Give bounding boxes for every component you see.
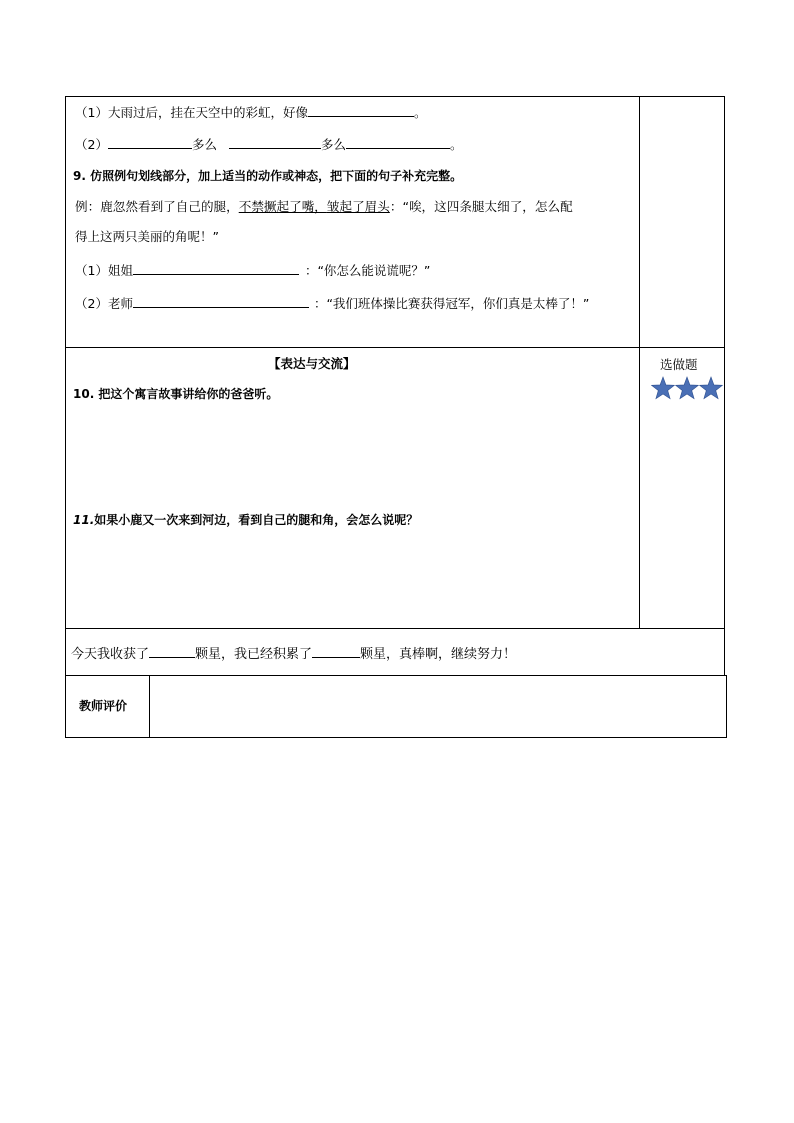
teacher-evaluation-label: 教师评价 — [79, 699, 128, 713]
example-underlined-1: 不禁撅起了嘴， — [238, 199, 327, 214]
q8-item-2-end: 。 — [449, 137, 463, 152]
q9-item-2-label: （2）老师 — [75, 296, 133, 311]
summary-part-2: 颗星，我已经积累了 — [195, 647, 313, 662]
summary-part-1: 今天我收获了 — [71, 647, 150, 662]
star-icon — [676, 377, 699, 399]
answer-blank[interactable] — [133, 295, 309, 308]
table-row-divider-1 — [65, 347, 725, 348]
stars-total-blank[interactable] — [312, 645, 360, 658]
q11-number: 11. — [73, 513, 95, 527]
q9-item-2 — [75, 295, 589, 312]
example-prefix: 例：鹿忽然看到了自己的腿， — [75, 199, 239, 214]
answer-blank[interactable] — [133, 262, 299, 275]
q11-text: 如果小鹿又一次来到河边，看到自己的腿和角，会怎么说呢？ — [94, 513, 419, 527]
summary-part-3: 颗星，真棒啊，继续努力！ — [360, 647, 517, 662]
section-heading: 【表达与交流】 — [268, 356, 356, 371]
q9-title: 9. 仿照例句划线部分，加上适当的动作或神态，把下面的句子补充完整。 — [73, 169, 463, 183]
q8-item-1 — [75, 104, 426, 121]
q11 — [73, 512, 418, 528]
q8-item-2-duome-2: 多么 — [320, 137, 346, 152]
answer-blank[interactable] — [229, 136, 321, 149]
star-icon — [652, 377, 675, 399]
stars-earned-blank[interactable] — [149, 645, 195, 658]
q8-item-2-number: （2） — [75, 137, 108, 152]
q9-item-2-quote: ：“我们班体操比赛获得冠军，你们真是太棒了！” — [313, 296, 590, 311]
q8-item-2 — [75, 136, 462, 153]
table-border-left — [65, 96, 66, 675]
teacher-evaluation-field[interactable] — [150, 676, 726, 737]
table-row-divider-2 — [65, 628, 725, 629]
q9-item-1-label: （1）姐姐 — [75, 263, 133, 278]
example-line-1 — [75, 199, 573, 215]
example-rest: ：“唉，这四条腿太细了，怎么配 — [389, 199, 573, 214]
answer-blank[interactable] — [346, 136, 450, 149]
star-icon — [700, 377, 723, 399]
example-line-2: 得上这两只美丽的角呢！” — [75, 229, 219, 244]
q10-text: 10. 把这个寓言故事讲给你的爸爸听。 — [73, 387, 279, 401]
teacher-row-border-left — [65, 675, 66, 738]
summary-line — [71, 645, 516, 663]
example-underlined-2: 皱起了眉头 — [326, 199, 390, 214]
q9-item-1-quote: ：“你怎么能说谎呢？” — [304, 263, 431, 278]
answer-blank[interactable] — [108, 136, 192, 149]
optional-label: 选做题 — [660, 357, 698, 372]
teacher-row-border-right — [726, 675, 727, 738]
q8-item-1-end: 。 — [413, 105, 427, 120]
star-rating — [651, 376, 725, 402]
teacher-row-border-bottom — [65, 737, 727, 738]
q8-item-1-text: （1）大雨过后，挂在天空中的彩虹，好像 — [75, 105, 308, 120]
q9-item-1 — [75, 262, 430, 279]
table-border-top — [65, 96, 725, 97]
table-column-divider — [639, 96, 640, 628]
q8-item-2-duome-1: 多么 — [191, 137, 217, 152]
answer-blank[interactable] — [308, 104, 414, 117]
